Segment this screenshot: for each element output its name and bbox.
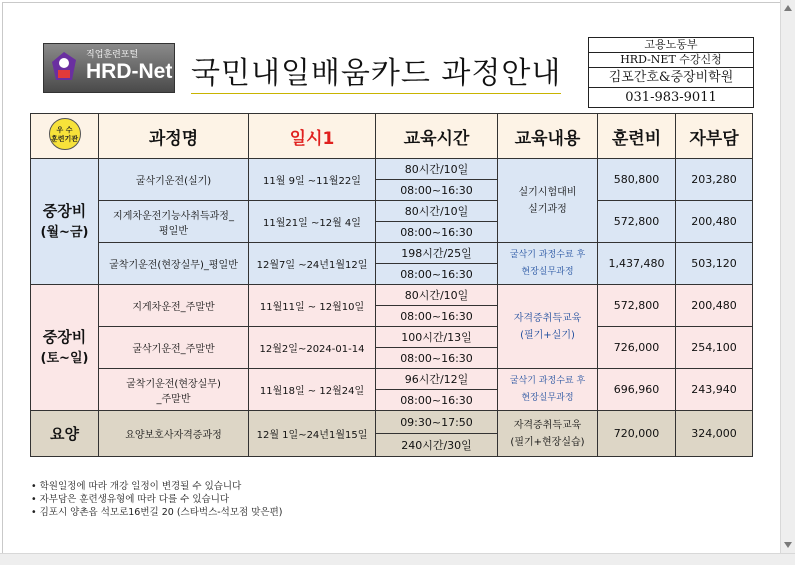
notes xyxy=(31,480,282,519)
note-line: • 자부담은 훈련생유형에 따라 다를 수 있습니다 xyxy=(31,494,230,505)
course-time: 08:00~16:30 xyxy=(376,306,498,327)
course-content xyxy=(498,159,598,243)
table-row xyxy=(31,411,753,434)
contact-ministry: 고용노동부 xyxy=(589,38,753,53)
content-line: 실기과정 xyxy=(528,203,567,215)
group-care xyxy=(31,411,99,457)
course-self-pay: 200,480 xyxy=(676,285,753,327)
course-name-line: _주말반 xyxy=(156,393,191,405)
course-name-line: 지게차운전기능사취득과정_ xyxy=(113,210,234,222)
header-date: 일시1 xyxy=(249,114,376,159)
course-time: 08:00~16:30 xyxy=(376,390,498,411)
table-row xyxy=(31,327,753,348)
course-self-pay: 200,480 xyxy=(676,201,753,243)
content-line: 현장실무과정 xyxy=(521,392,574,403)
group-label: 중장비 xyxy=(42,201,87,220)
header-course: 과정명 xyxy=(99,114,249,159)
course-name: 굴착기운전(현장실무)_평일반 xyxy=(99,243,249,285)
course-self-pay: 254,100 xyxy=(676,327,753,369)
content-line: 자격증취득교육 xyxy=(513,419,582,431)
course-time: 08:00~16:30 xyxy=(376,264,498,285)
course-hours: 80시간/10일 xyxy=(376,201,498,222)
group-sublabel: (토~일) xyxy=(40,350,89,366)
course-date: 11월18일 ~ 12월24일 xyxy=(249,369,376,411)
excellent-institution-badge xyxy=(49,118,81,150)
course-hours: 96시간/12일 xyxy=(376,369,498,390)
course-name: 굴삭기운전(실기) xyxy=(99,159,249,201)
course-fee: 1,437,480 xyxy=(598,243,676,285)
note-line: • 학원일정에 따라 개강 일정이 변경될 수 있습니다 xyxy=(31,481,242,492)
course-date: 11월21일 ~12월 4일 xyxy=(249,201,376,243)
content-line: 굴삭기 과정수료 후 xyxy=(509,249,586,260)
course-hours: 80시간/10일 xyxy=(376,159,498,180)
contact-enroll: HRD-NET 수강신청 xyxy=(589,53,753,68)
logo-small-text: 직업훈련포털 xyxy=(86,50,139,60)
course-fee: 696,960 xyxy=(598,369,676,411)
horizontal-scrollbar[interactable] xyxy=(0,553,795,565)
contact-box xyxy=(588,37,754,108)
course-content xyxy=(498,369,598,411)
course-self-pay: 203,280 xyxy=(676,159,753,201)
course-name: 지게차운전_주말반 xyxy=(99,285,249,327)
group-sublabel: (월~금) xyxy=(40,224,89,240)
badge-line2: 훈련기관 xyxy=(50,134,79,143)
course-name: 굴삭기운전_주말반 xyxy=(99,327,249,369)
table-row xyxy=(31,159,753,180)
contact-phone: 031-983-9011 xyxy=(625,90,717,105)
course-fee: 572,800 xyxy=(598,285,676,327)
scroll-down-icon[interactable] xyxy=(784,542,792,548)
hrd-net-logo xyxy=(43,43,175,93)
course-name xyxy=(99,201,249,243)
group-weekday xyxy=(31,159,99,285)
header-self-pay: 자부담 xyxy=(676,114,753,159)
course-date: 11월 9일 ~11월22일 xyxy=(249,159,376,201)
course-fee: 572,800 xyxy=(598,201,676,243)
course-hours: 80시간/10일 xyxy=(376,285,498,306)
table-row xyxy=(31,243,753,264)
course-date: 12월7일 ~24년1월12일 xyxy=(249,243,376,285)
content-line: (필기+현장실습) xyxy=(510,436,585,448)
course-name-line: 굴착기운전(현장실무) xyxy=(126,378,221,390)
page-title: 국민내일배움카드 과정안내 xyxy=(191,55,561,94)
course-content xyxy=(498,285,598,369)
table-header-row xyxy=(31,114,753,159)
course-name: 요양보호사자격증과정 xyxy=(99,411,249,457)
course-time: 08:00~16:30 xyxy=(376,180,498,201)
content-line: 실기시험대비 xyxy=(518,186,577,198)
contact-academy: 김포간호&중장비학원 xyxy=(589,68,753,88)
group-weekend xyxy=(31,285,99,411)
course-date: 11월11일 ~ 12월10일 xyxy=(249,285,376,327)
table-row xyxy=(31,285,753,306)
course-fee: 726,000 xyxy=(598,327,676,369)
content-line: 굴삭기 과정수료 후 xyxy=(509,375,586,386)
course-content xyxy=(498,411,598,457)
header-hours: 교육시간 xyxy=(376,114,498,159)
table-row xyxy=(31,369,753,390)
note-line: • 김포시 양촌읍 석모로16번길 20 (스타벅스-석모점 맞은편) xyxy=(31,507,283,518)
scroll-up-icon[interactable] xyxy=(784,5,792,11)
course-fee: 580,800 xyxy=(598,159,676,201)
course-fee: 720,000 xyxy=(598,411,676,457)
course-hours: 100시간/13일 xyxy=(376,327,498,348)
header-content: 교육내용 xyxy=(498,114,598,159)
hrd-net-logo-icon xyxy=(50,50,78,84)
document-page xyxy=(2,2,782,555)
course-date: 12월 1일~24년1월15일 xyxy=(249,411,376,457)
badge-line1: 우 수 xyxy=(56,125,73,134)
content-line: 자격증취득교육 xyxy=(513,312,582,324)
vertical-scrollbar[interactable] xyxy=(780,0,795,553)
course-time: 08:00~16:30 xyxy=(376,348,498,369)
course-hours: 240시간/30일 xyxy=(376,434,498,457)
course-time: 09:30~17:50 xyxy=(376,411,498,434)
badge-cell xyxy=(31,114,99,159)
course-self-pay: 503,120 xyxy=(676,243,753,285)
course-name xyxy=(99,369,249,411)
course-table xyxy=(30,113,753,457)
header-fee: 훈련비 xyxy=(598,114,676,159)
course-date: 12월2일~2024-01-14 xyxy=(249,327,376,369)
table-row xyxy=(31,201,753,222)
course-hours: 198시간/25일 xyxy=(376,243,498,264)
course-time: 08:00~16:30 xyxy=(376,222,498,243)
content-line: (필기+실기) xyxy=(520,329,575,341)
content-line: 현장실무과정 xyxy=(521,266,574,277)
group-label: 요양 xyxy=(50,424,79,443)
group-label: 중장비 xyxy=(42,327,87,346)
course-self-pay: 243,940 xyxy=(676,369,753,411)
course-self-pay: 324,000 xyxy=(676,411,753,457)
course-content xyxy=(498,243,598,285)
course-name-line: 평일반 xyxy=(159,225,188,237)
logo-brand-text: HRD-Net xyxy=(86,60,173,83)
